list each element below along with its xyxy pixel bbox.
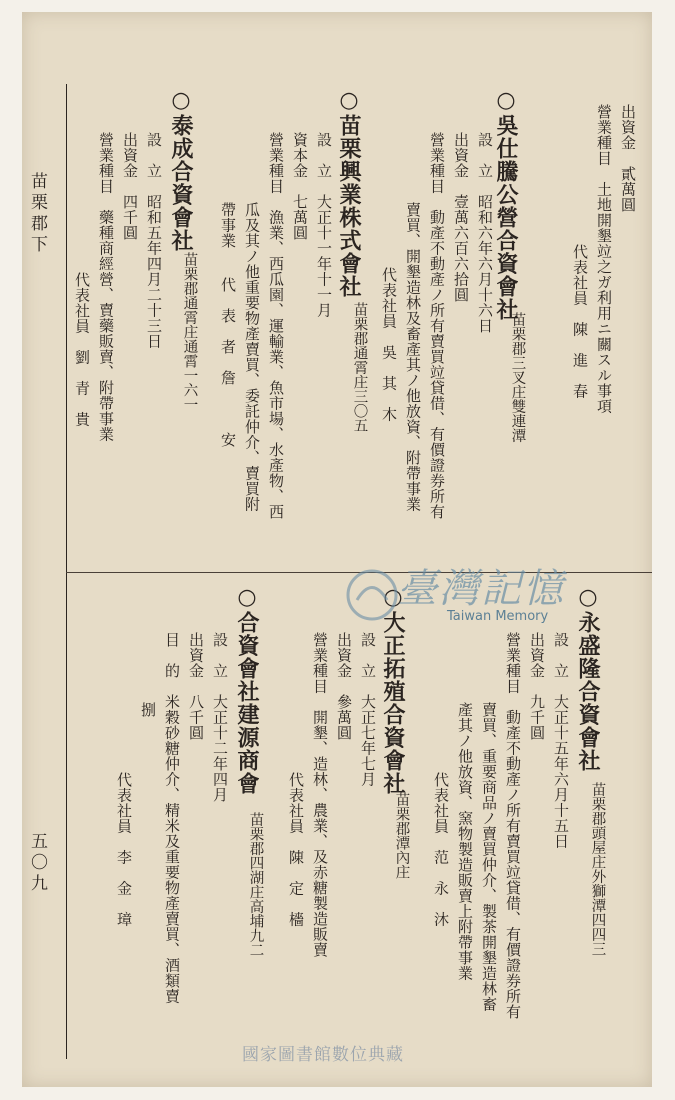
representative: 代表社員 李 金 璋	[115, 772, 133, 927]
est-date: 設 立 大正十一年十一月	[315, 132, 333, 318]
capital: 出資金 九千圓	[528, 632, 546, 741]
company-address: 苗栗郡四湖庄高埔九二	[247, 812, 264, 957]
representative: 代表社員 吳 其 木	[380, 267, 398, 422]
capital: 資本金 七萬圓	[291, 132, 309, 241]
page	[22, 12, 652, 1087]
est-date: 設 立 大正七年七月	[359, 632, 377, 787]
business-line-cont: 賣買、重要商品ノ賣買仲介、製茶開墾造林畜	[480, 702, 498, 1012]
purpose-line-cont: 捌	[139, 702, 157, 718]
page-number: 五〇九	[27, 832, 47, 895]
company-name: ○永盛隆合資會社	[575, 584, 601, 772]
business-line: 營業種目 動產不動產ノ所有賣買竝貸借、有價證券所有	[428, 132, 446, 520]
company-address: 苗栗郡頭屋庄外獅潭四四三	[589, 782, 606, 956]
capital: 出資金 壹萬六百六拾圓	[452, 132, 470, 303]
logo-subtext: Taiwan Memory	[447, 609, 549, 624]
est-date: 設 立 昭和五年四月二十三日	[145, 132, 163, 349]
capital: 出資金 參萬圓	[335, 632, 353, 741]
business-line: 營業種目 動產不動產ノ所有賣買竝貸借、有價證券所有	[504, 632, 522, 1020]
representative: 代 表 者 詹 安	[219, 277, 237, 448]
est-date: 設 立 大正十五年六月十五日	[552, 632, 570, 849]
carry-business: 營業種目 土地開墾竝之ガ利用ニ關スル事項	[595, 104, 613, 414]
carry-capital: 出資金 貳萬圓	[619, 104, 637, 213]
business-line-cont: 瓜及其ノ他重要物產賣買、委託仲介、賣買附	[243, 202, 261, 512]
business-line-cont: 產其ノ他放資、窯物製造販賣上附帶事業	[456, 702, 474, 981]
archive-watermark: 國家圖書館數位典藏	[242, 1045, 404, 1065]
running-head: 苗栗郡下	[27, 172, 47, 256]
est-date: 設 立 昭和六年六月十六日	[476, 132, 494, 334]
purpose-line: 目 的 米穀砂糖仲介、精米及重要物產賣買、酒類賣	[163, 632, 181, 1004]
company-name: ○吳仕騰公營合資會社	[493, 87, 519, 321]
representative: 代表社員 陳 定 檣	[287, 772, 305, 927]
logo-text: 臺灣記憶	[397, 566, 565, 612]
representative: 代表社員 劉 青 貴	[73, 272, 91, 427]
business-line: 營業種目 開墾、造林、農業、及赤糖製造販賣	[311, 632, 329, 958]
est-date: 設 立 大正十二年四月	[211, 632, 229, 803]
business-line: 營業種目 藥種商經營、賣藥販賣、附帶事業	[97, 132, 115, 442]
company-address: 苗栗郡通霄庄通霄一六一	[181, 252, 198, 412]
company-address: 苗栗郡三叉庄雙連潭	[509, 312, 526, 443]
capital: 出資金 四千圓	[121, 132, 139, 241]
business-line-cont: 帶事業	[219, 202, 237, 249]
company-name: ○苗栗興業株式會社	[336, 87, 362, 298]
logo-mark-icon	[342, 565, 402, 625]
business-line-cont: 賣買、開墾造林及畜產其ノ他放資、附帶事業	[404, 202, 422, 512]
capital: 出資金 八千圓	[187, 632, 205, 741]
company-address: 苗栗郡通霄庄三〇五	[351, 302, 368, 433]
business-line: 營業種目 漁業、西瓜園、運輸業、魚市場、水產物、西	[267, 132, 285, 520]
company-name: ○泰成合資會社	[168, 87, 194, 252]
carry-rep: 代表社員 陳 進 春	[571, 244, 589, 399]
company-name: ○合資會社建源商會	[234, 584, 260, 795]
taiwan-memory-logo	[342, 557, 592, 637]
company-address: 苗栗郡潭內庄	[393, 792, 410, 879]
representative: 代表社員 范 永 沐	[432, 772, 450, 927]
company-name: ○大正拓殖合資會社	[380, 584, 406, 795]
